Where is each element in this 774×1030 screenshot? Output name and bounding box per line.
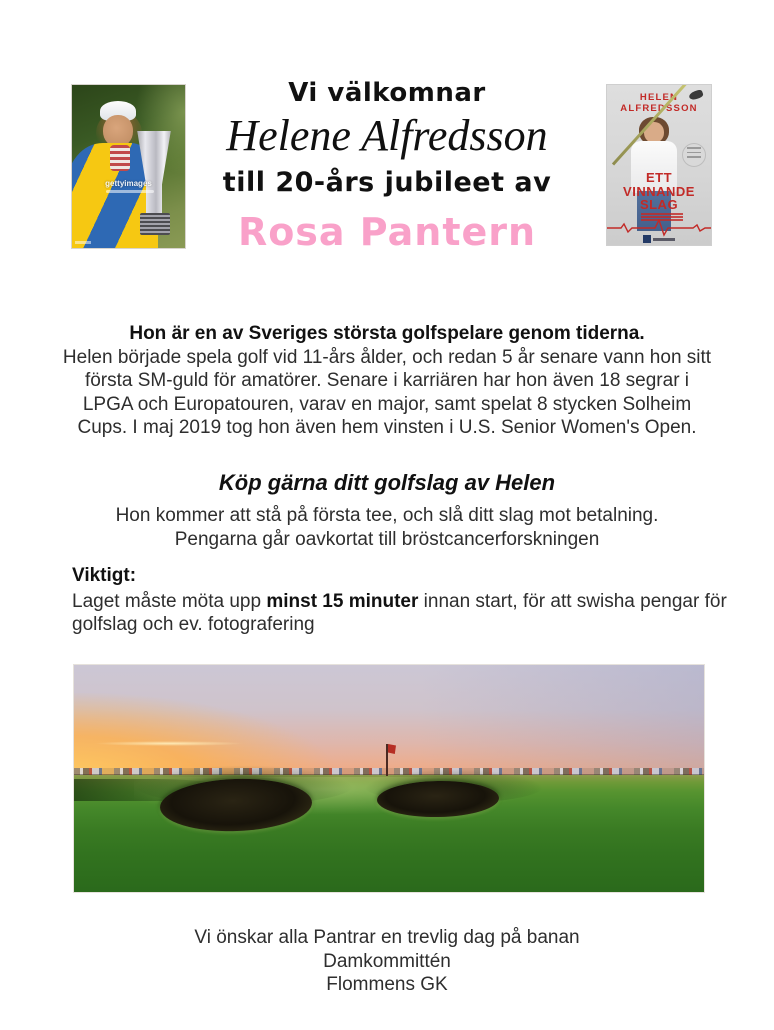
jubilee-line: till 20-års jubileet av [222,167,552,198]
book-title [607,171,711,212]
footer-block [40,926,734,997]
book-title-line2: VINNANDE [623,183,695,199]
event-name: Rosa Pantern [237,210,537,254]
important-label: Viktigt: [72,565,137,586]
intro-paragraph [40,322,734,440]
intro-bold-line: Hon är en av Sveriges största golfspelare genom tiderna. [129,323,645,344]
golfer-trophy-photo [71,84,186,249]
headline-block [187,78,587,254]
footer-line: Vi önskar alla Pantrar en trevlig dag på banan [194,927,580,948]
guest-name: Helene Alfredsson [226,111,548,160]
offer-heading: Köp gärna ditt golfslag av Helen [218,470,556,495]
important-section [72,564,728,637]
sun-streak [94,741,244,746]
publisher-name-mark [653,238,675,241]
important-body [72,590,728,637]
intro-line: Cups. I maj 2019 tog hon även hem vinsten i U.S. Senior Women's Open. [77,417,697,438]
important-text-post: innan start, för att swisha pengar för golfslag och ev. fotografering [72,590,727,635]
book-author-line1: HELEN [639,92,679,103]
golfer-shirt [110,145,130,171]
getty-credit-line [106,190,154,193]
footer-line: Damkommittén [323,950,451,972]
golf-course-photo [73,664,705,893]
offer-line: Pengarna går oavkortat till bröstcancerforskningen [174,528,600,550]
intro-line: Helen började spela golf vid 11-års ålder, och redan 5 år senare vann hon sitt [62,346,712,368]
getty-watermark: gettyimages [105,179,152,188]
footer-line: Flommens GK [326,974,448,995]
book-title-line1: ETT [645,170,673,185]
heartbeat-line-icon [607,219,712,237]
book-author-line2: ALFREDSSON [620,103,698,114]
trophy-base [140,213,170,235]
welcome-line: Vi välkomnar [288,78,486,108]
book-title-line3: SLAG [639,197,679,212]
pin-flag-icon [388,744,396,754]
book-cover [606,84,712,246]
important-text-pre: Laget måste möta upp [72,590,267,612]
intro-line: LPGA och Europatouren, varav en major, samt spelat 8 stycken Solheim [82,393,692,415]
offer-section [40,470,734,551]
photo-corner-credit [75,241,91,244]
book-badge [682,143,706,167]
important-text-bold: minst 15 minuter [266,590,419,612]
offer-line: Hon kommer att stå på första tee, och slå ditt slag mot betalning. [115,505,659,526]
publisher-logo [643,235,651,243]
intro-line: första SM-guld för amatörer. Senare i karriären har hon även 18 segrar i [84,370,690,391]
pin-pole [386,744,388,776]
